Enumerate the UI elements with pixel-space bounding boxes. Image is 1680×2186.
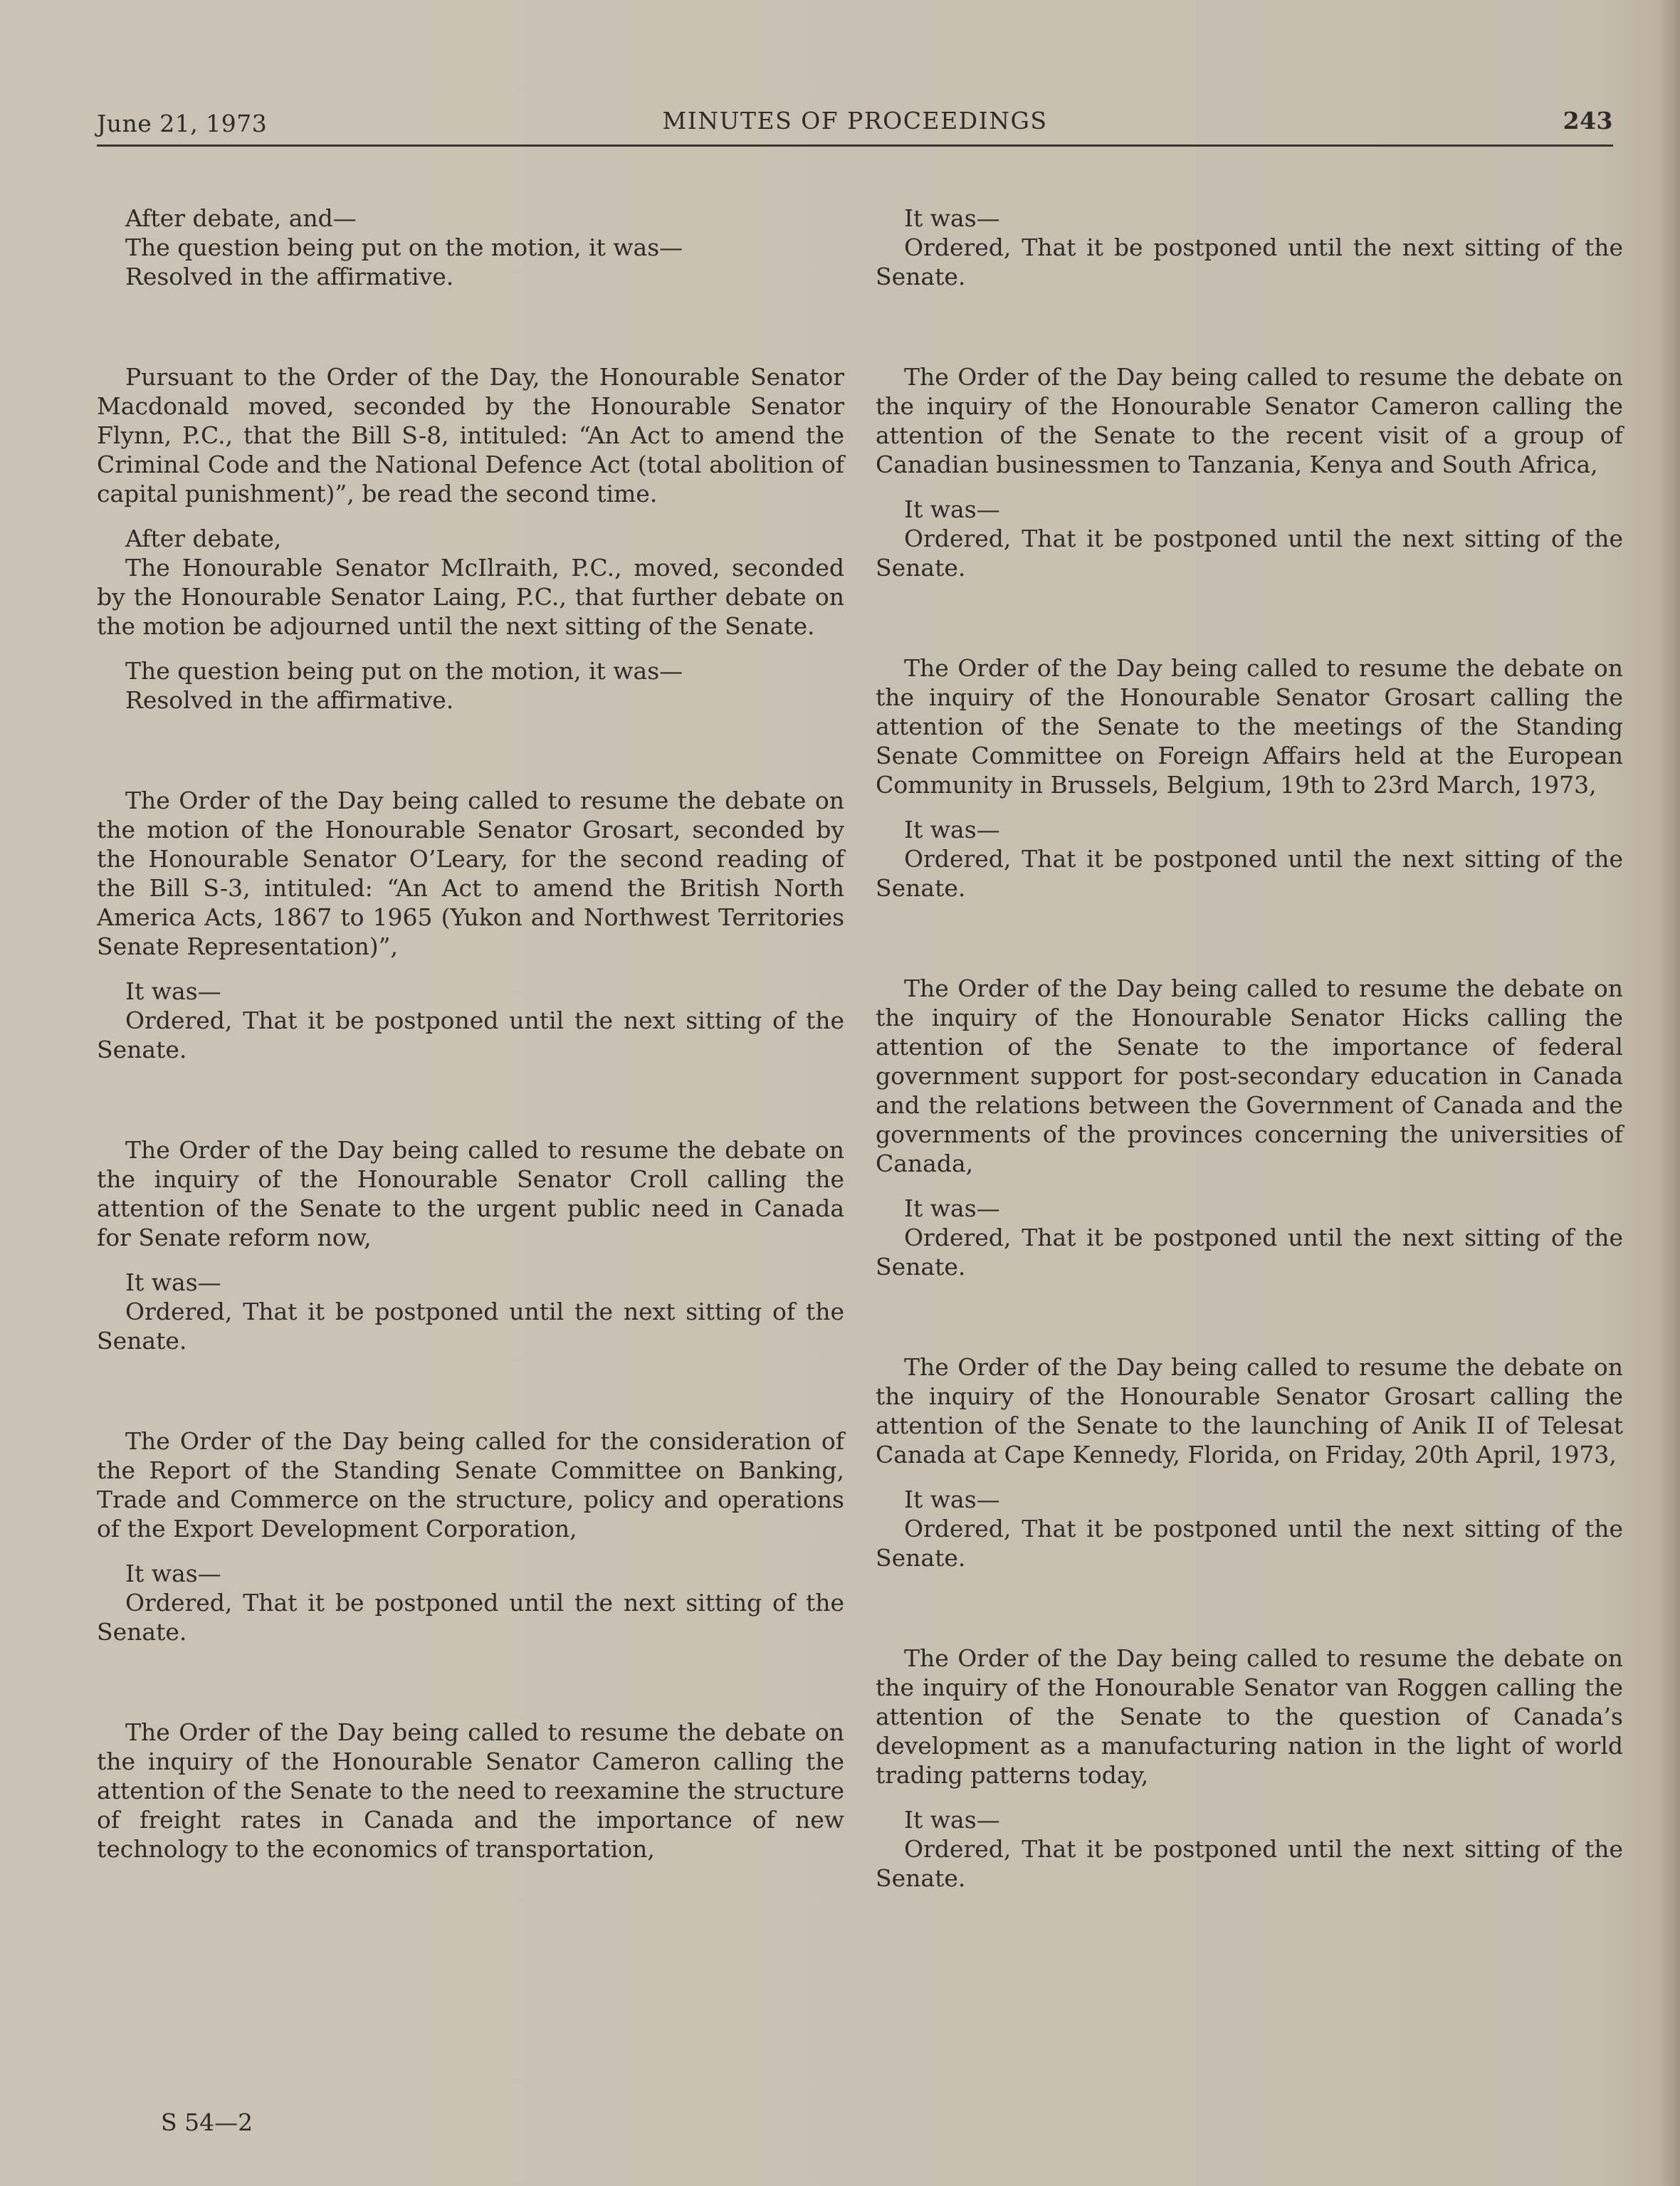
paragraph: Ordered, That it be postponed until the next sitting of the Senate. [876, 525, 1623, 582]
paragraph: Ordered, That it be postponed until the next sitting of the Senate. [97, 1007, 844, 1063]
paragraph: The question being put on the motion, it was— [125, 233, 683, 261]
paragraph: The Honourable Senator McIlraith, P.C., moved, seconded by the Honourable Senator Laing, P.C., that further debate on the motion be adjourned until the next sitting of the Senate. [97, 554, 844, 640]
page-number: 243 [1563, 107, 1613, 135]
paragraph: It was— [125, 1268, 221, 1296]
paragraph: The Order of the Day being called to resume the debate on the inquiry of the Honourable Senator Cameron calling the attention of the Senate to the recent visit of a group of Canadian businessmen to Tanzania, Kenya and South Africa, [876, 363, 1623, 478]
printer-signature: S 54—2 [161, 2108, 253, 2136]
paragraph: The Order of the Day being called to resume the debate on the inquiry of the Honourable Senator van Roggen calling the attention of the Senate to the question of Canada’s development as a manufacturing nation in the light of world trading patterns today, [876, 1644, 1623, 1789]
paragraph: It was— [125, 977, 221, 1005]
right-block-3 [876, 653, 1623, 903]
paragraph: Pursuant to the Order of the Day, the Honourable Senator Macdonald moved, seconded by the Honourable Senator Flynn, P.C., that the Bill S-8, intituled: “An Act to amend the Criminal Code and the National Defence Act (total abolition of capital punishment)”, be read the second time. [97, 363, 844, 508]
paragraph: Ordered, That it be postponed until the next sitting of the Senate. [876, 845, 1623, 902]
right-block-2 [876, 362, 1623, 582]
paragraph: The Order of the Day being called for the consideration of the Report of the Standing Senate Committee on Banking, Trade and Commerce on the structure, policy and operations of the Export Development Corporation, [97, 1427, 844, 1543]
paragraph: Resolved in the affirmative. [125, 263, 454, 290]
paragraph: It was— [904, 816, 1000, 844]
page-edge-shadow [1660, 0, 1680, 2186]
paragraph: Ordered, That it be postponed until the next sitting of the Senate. [97, 1589, 844, 1646]
right-column [876, 204, 1623, 1893]
paragraph: The question being put on the motion, it was— [125, 657, 683, 685]
paragraph: It was— [904, 1806, 1000, 1834]
paragraph: It was— [904, 495, 1000, 523]
paragraph: It was— [125, 1560, 221, 1587]
left-block-6 [97, 1718, 844, 1864]
header-rule [97, 144, 1613, 147]
paragraph: Ordered, That it be postponed until the next sitting of the Senate. [97, 1298, 844, 1355]
paragraph: Ordered, That it be postponed until the next sitting of the Senate. [876, 233, 1623, 290]
paragraph: It was— [904, 1194, 1000, 1222]
right-block-5 [876, 1352, 1623, 1572]
left-block-2 [97, 362, 844, 715]
paragraph: The Order of the Day being called to resume the debate on the inquiry of the Honourable Senator Cameron calling the attention of the Senate to the need to reexamine the structure of freight rates in Canada and the importance of new technology to the economics of transportation, [97, 1718, 844, 1863]
right-block-6 [876, 1644, 1623, 1893]
right-block-1 [876, 204, 1623, 291]
paragraph: Ordered, That it be postponed until the next sitting of the Senate. [876, 1224, 1623, 1281]
page-header [97, 107, 1613, 147]
right-block-4 [876, 974, 1623, 1281]
paragraph: The Order of the Day being called to resume the debate on the inquiry of the Honourable Senator Grosart calling the attention of the Senate to the launching of Anik II of Telesat Canada at Cape Kennedy, Florida, on Friday, 20th April, 1973, [876, 1353, 1623, 1468]
left-block-5 [97, 1426, 844, 1646]
paragraph: It was— [904, 204, 1000, 232]
paragraph: The Order of the Day being called to resume the debate on the inquiry of the Honourable Senator Hicks calling the attention of the Senate to the importance of federal government support for post-secondary education in Canada and the relations between the Government of Canada and the governments of the provinces concerning the universities of Canada, [876, 974, 1623, 1177]
paragraph: It was— [904, 1486, 1000, 1513]
header-title: MINUTES OF PROCEEDINGS [662, 107, 1048, 135]
left-block-4 [97, 1135, 844, 1355]
header-date: June 21, 1973 [97, 110, 268, 137]
paragraph: The Order of the Day being called to resume the debate on the motion of the Honourable Senator Grosart, seconded by the Honourable Senator O’Leary, for the second reading of the Bill S-3, intituled: “An Act to amend the British North America Acts, 1867 to 1965 (Yukon and Northwest Territories Senate Representation)”, [97, 787, 844, 960]
left-column [97, 204, 844, 1864]
left-block-1 [97, 204, 844, 291]
paragraph: Ordered, That it be postponed until the next sitting of the Senate. [876, 1515, 1623, 1572]
paragraph: The Order of the Day being called to resume the debate on the inquiry of the Honourable Senator Croll calling the attention of the Senate to the urgent public need in Canada for Senate reform now, [97, 1136, 844, 1251]
paragraph: The Order of the Day being called to resume the debate on the inquiry of the Honourable Senator Grosart calling the attention of the Senate to the meetings of the Standing Senate Committee on Foreign Affairs held at the European Community in Brussels, Belgium, 19th to 23rd March, 1973, [876, 654, 1623, 799]
paragraph: Ordered, That it be postponed until the next sitting of the Senate. [876, 1835, 1623, 1892]
paragraph: After debate, and— [125, 204, 357, 232]
paragraph: After debate, [125, 525, 282, 552]
paragraph: Resolved in the affirmative. [125, 686, 454, 714]
left-block-3 [97, 786, 844, 1064]
